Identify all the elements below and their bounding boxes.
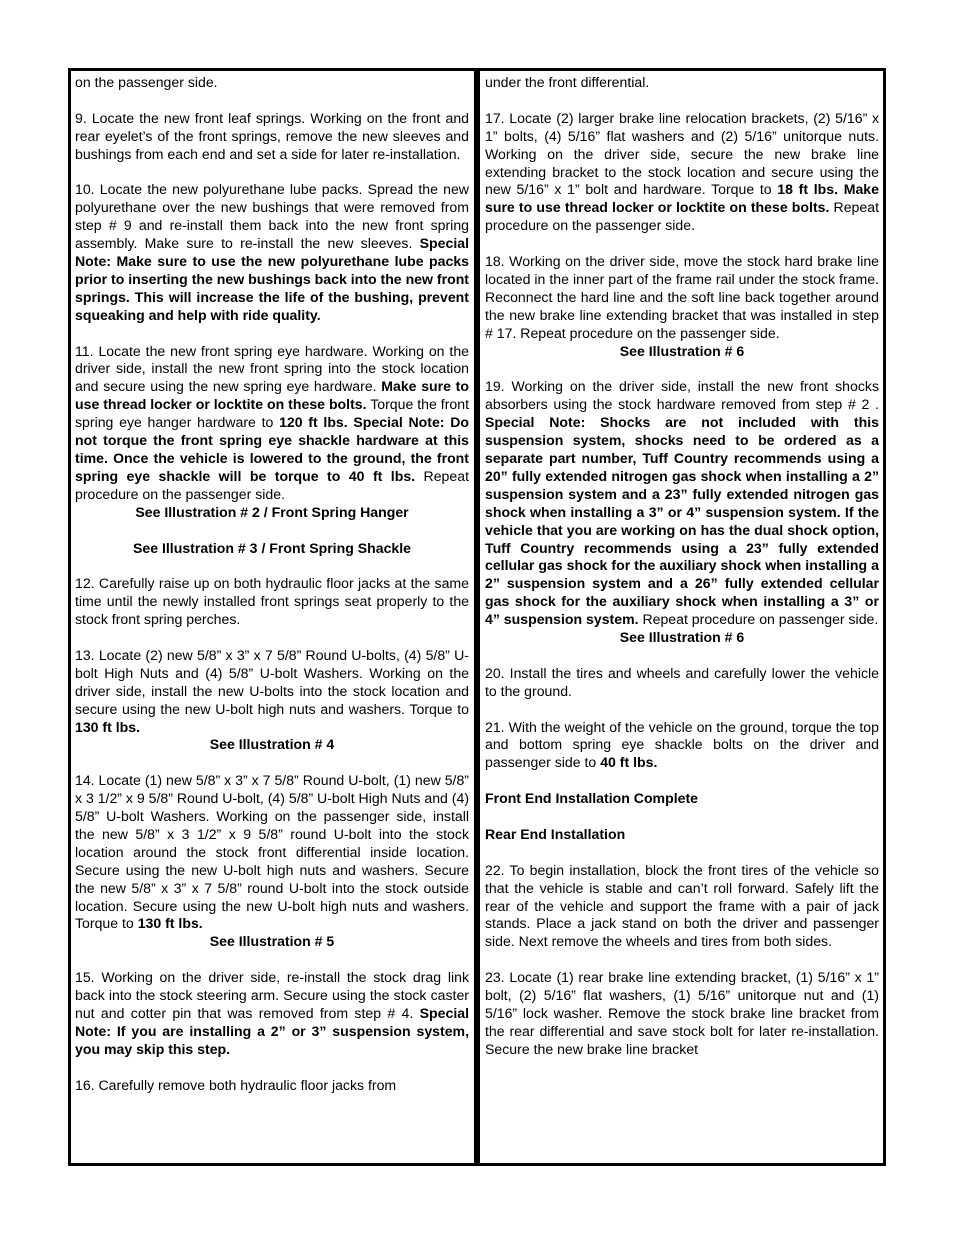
step-15: 15. Working on the driver side, re-install the stock drag link back into the stock steering arm. Secure using the stock caster nut and cotter pin that was removed from step # 4. Special Note: If you are installing a 2” or 3” suspension system, you may skip this step.	[75, 969, 469, 1057]
step-10: 10. Locate the new polyurethane lube packs. Spread the new polyurethane over the new bushings that were removed from step # 9 and re-install them back into the new front spring assembly. Make sure to re-install the new sleeves. Special Note: Make sure to use the new polyurethane lube packs prior to inserting the new bushings back into the new front springs. This will increase the life of the bushing, prevent squeaking and help with ride quality.	[75, 181, 469, 323]
special-note: Special Note: Make sure to use the new polyurethane lube packs prior to inserting the new bushings back into the new front springs. This will increase the life of the bushing, prevent squeaking and help with ride quality.	[75, 235, 469, 323]
illustration-ref: See Illustration # 6	[619, 629, 745, 646]
special-note: Special Note: If you are installing a 2” or 3” suspension system, you may skip this step.	[75, 1005, 469, 1057]
illustration-ref: See Illustration # 4	[209, 736, 335, 753]
illustration-ref: See Illustration # 2 / Front Spring Hanger	[135, 503, 409, 520]
illustration-ref: See Illustration # 6	[619, 342, 745, 359]
step-23: 23. Locate (1) rear brake line extending bracket, (1) 5/16” x 1” bolt, (2) 5/16” flat washers, (1) 5/16” unitorque nut and (1) 5/16” lock washer. Remove the stock brake line bracket from the rear differential and save stock bolt for later re-installation. Secure the new brake line bracket	[485, 969, 879, 1057]
special-note: Special Note: Shocks are not included with this suspension system, shocks need to be ordered as a separate part number, Tuff Country recommends using a 20” fully extended nitrogen gas shock when installing a 2” suspension system and a 23” fully extended nitrogen gas shock when installing a 3” or 4” suspension system. If the vehicle that you are working on has the dual shock option, Tuff Country recommends using a 23” fully extended cellular gas shock for the auxiliary shock when installing a 2” suspension system and a 26” fully extended cellular gas shock for the auxiliary shock when installing a 3” or 4” suspension system.	[485, 414, 879, 628]
step-18: 18. Working on the driver side, move the stock hard brake line located in the inner part of the frame rail under the stock frame. Reconnect the hard line and the soft line back together around the new brake line extending bracket that was installed in step # 17. Repeat procedure on the passenger side.	[485, 253, 879, 341]
step-13: 13. Locate (2) new 5/8” x 3” x 7 5/8” Round U-bolts, (4) 5/8” U-bolt High Nuts and (4) 5/8” U-bolt Washers. Working on the driver side, install the new U-bolts into the stock location and secure using the new U-bolt high nuts and washers. Torque to 130 ft lbs.	[75, 646, 469, 735]
special-note: 120 ft lbs. Special Note: Do not torque the front spring eye shackle hardware at this time. Once the vehicle is lowered to the ground, the front spring eye shackle will be torque to 40 ft lbs.	[75, 414, 469, 484]
section-heading-front: Front End Installation Complete	[485, 790, 698, 807]
section-heading-rear: Rear End Installation	[485, 825, 626, 842]
step-21: 21. With the weight of the vehicle on the ground, torque the top and bottom spring eye shackle bolts on the driver and passenger side to 40 ft lbs.	[485, 718, 879, 771]
step-20: 20. Install the tires and wheels and carefully lower the vehicle to the ground.	[485, 664, 879, 699]
left-column	[75, 74, 469, 1095]
step-17: 17. Locate (2) larger brake line relocation brackets, (2) 5/16” x 1” bolts, (4) 5/16” flat washers and (2) 5/16” unitorque nuts. Working on the driver side, secure the new brake line extending bracket to the stock location and secure using the new 5/16” x 1” bolt and hardware. Torque to 18 ft lbs. Make sure to use thread locker or locktite on these bolts. Repeat procedure on the passenger side.	[485, 109, 879, 234]
step-12: 12. Carefully raise up on both hydraulic floor jacks at the same time until the newly installed front springs seat properly to the stock front spring perches.	[75, 575, 469, 628]
paragraph-continuation: under the front differential.	[485, 74, 650, 90]
step-19: 19. Working on the driver side, install the new front shocks absorbers using the stock hardware removed from step # 2 . Special Note: Shocks are not included with this suspension system, shocks need to be ordered as a separate part number, Tuff Country recommends using a 20” fully extended nitrogen gas shock when installing a 2” suspension system and a 23” fully extended nitrogen gas shock when installing a 3” or 4” suspension system. If the vehicle that you are working on has the dual shock option, Tuff Country recommends using a 23” fully extended cellular gas shock for the auxiliary shock when installing a 2” suspension system and a 26” fully extended cellular gas shock for the auxiliary shock when installing a 3” or 4” suspension system. Repeat procedure on passenger side.	[485, 378, 879, 628]
illustration-ref: See Illustration # 3 / Front Spring Shackle	[132, 539, 412, 556]
step-9: 9. Locate the new front leaf springs. Working on the front and rear eyelet’s of the front springs, remove the new sleeves and bushings from each end and set a side for later re-installation.	[75, 109, 469, 162]
step-14: 14. Locate (1) new 5/8” x 3” x 7 5/8” Round U-bolt, (1) new 5/8” x 3 1/2” x 9 5/8” Round U-bolt, (4) 5/8” U-bolt High Nuts and (4) 5/8” U-bolt Washers. Working on the passenger side, install the new 5/8” x 3 1/2” x 9 5/8” round U-bolt into the stock location around the stock front differential inside location. Secure using the new U-bolt high nuts and washers. Secure the new 5/8” x 3” x 7 5/8” round U-bolt into the stock outside location. Secure using the new U-bolt high nuts and washers. Torque to 130 ft lbs.	[75, 772, 470, 932]
step-22: 22. To begin installation, block the front tires of the vehicle so that the vehicle is stable and can’t roll forward. Safely lift the rear of the vehicle and support the frame with a pair of jack stands. Place a jack stand on both the driver and passenger side. Next remove the wheels and tires from both sides.	[485, 861, 879, 950]
right-column	[485, 74, 879, 1059]
column-divider	[474, 68, 480, 1166]
illustration-ref: See Illustration # 5	[209, 933, 335, 950]
step-11: 11. Locate the new front spring eye hardware. Working on the driver side, install the new front spring into the stock location and secure using the new spring eye hardware. Make sure to use thread locker or locktite on these bolts. Torque the front spring eye hanger hardware to 120 ft lbs. Special Note: Do not torque the front spring eye shackle hardware at this time. Once the vehicle is lowered to the ground, the front spring eye shackle will be torque to 40 ft lbs. Repeat procedure on the passenger side.	[75, 342, 469, 502]
paragraph-continuation: on the passenger side.	[75, 74, 218, 90]
step-16: 16. Carefully remove both hydraulic floor jacks from	[75, 1076, 397, 1093]
